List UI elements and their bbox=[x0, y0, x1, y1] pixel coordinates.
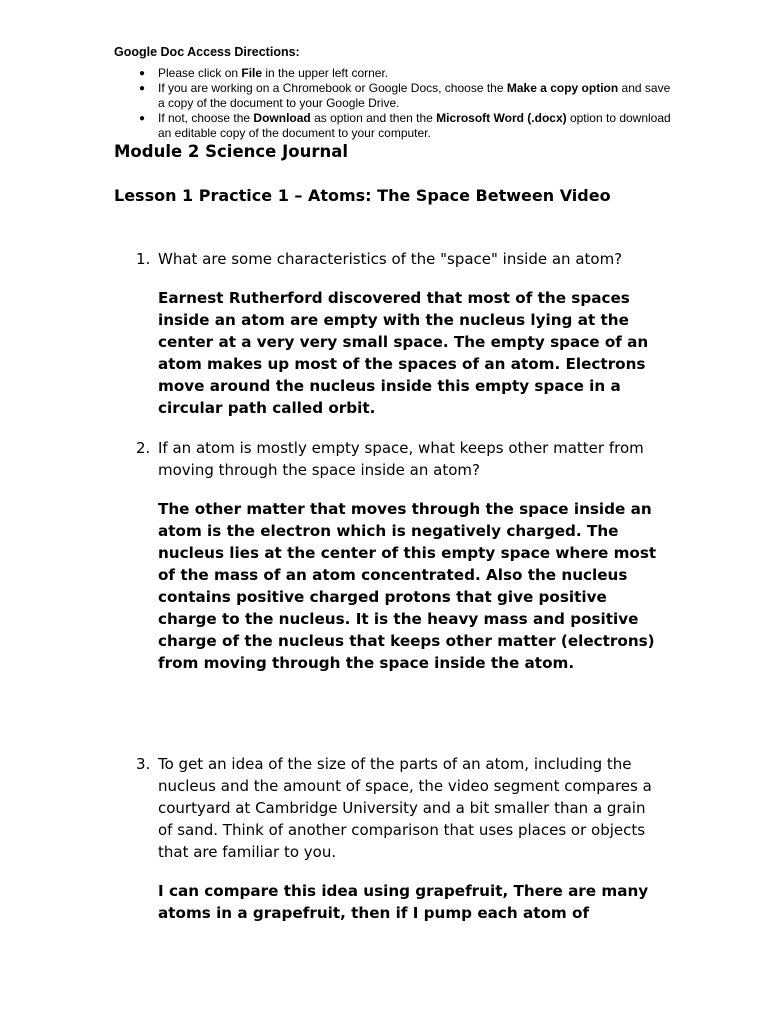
emphasized-term: Microsoft Word (.docx) bbox=[436, 111, 567, 125]
text-run: option to download an editable copy of the document to your computer. bbox=[158, 111, 671, 140]
text-run: as option and then the bbox=[310, 111, 437, 125]
emphasized-term: Download bbox=[253, 111, 311, 125]
answer-1: Earnest Rutherford discovered that most of the spaces inside an atom are empty with the nucleus lying at the center at a very very small space. The empty space of an atom makes up most of the spaces of an atom. Electrons move around the nucleus inside this empty space in a circular path called orbit. bbox=[158, 289, 649, 417]
question-2 bbox=[114, 437, 654, 481]
question-number: 3. bbox=[136, 755, 151, 773]
question-text: If an atom is mostly empty space, what keeps other matter from moving through the space inside an atom? bbox=[158, 439, 644, 479]
access-step bbox=[114, 81, 674, 111]
emphasized-term: Make a copy option bbox=[506, 81, 619, 95]
text-run: Please click on bbox=[158, 66, 242, 80]
question-number: 1. bbox=[136, 250, 151, 268]
access-step-text bbox=[158, 66, 388, 80]
lesson-title: Lesson 1 Practice 1 – Atoms: The Space Between Video bbox=[114, 186, 611, 205]
journal-title: Module 2 Science Journal bbox=[114, 142, 348, 161]
bullet-icon: ● bbox=[139, 113, 146, 124]
answer-2: The other matter that moves through the space inside an atom is the electron which is negatively charged. The nucleus lies at the center of this empty space where most of the mass of an atom concentrated. Also the nucleus contains positive charged protons that give positive charge to the nucleus. It is the heavy mass and positive charge of the nucleus that keeps other matter (electrons) from moving through the space inside the atom. bbox=[158, 500, 657, 672]
question-text: What are some characteristics of the "space" inside an atom? bbox=[158, 250, 623, 268]
text-run: in the upper left corner. bbox=[262, 66, 389, 80]
answer-3: I can compare this idea using grapefruit, There are many atoms in a grapefruit, then if I pump each atom of bbox=[158, 882, 649, 922]
question-3 bbox=[114, 753, 654, 863]
access-step bbox=[114, 111, 674, 141]
question-1 bbox=[114, 248, 654, 270]
question-number: 2. bbox=[136, 439, 151, 457]
access-step-text bbox=[158, 81, 670, 110]
text-run: If you are working on a Chromebook or Google Docs, choose the bbox=[158, 81, 507, 95]
bullet-icon: ● bbox=[139, 83, 146, 94]
question-text: To get an idea of the size of the parts of an atom, including the nucleus and the amount of space, the video segment compares a courtyard at Cambridge University and a bit smaller than a grain of sand. Think of another comparison that uses places or objects that are familiar to you. bbox=[158, 755, 652, 861]
access-directions-title: Google Doc Access Directions: bbox=[114, 45, 300, 59]
text-run: and save a copy of the document to your Google Drive. bbox=[158, 81, 671, 110]
text-run: If not, choose the bbox=[158, 111, 254, 125]
access-directions bbox=[114, 44, 674, 141]
bullet-icon: ● bbox=[139, 68, 146, 79]
access-step bbox=[114, 66, 674, 81]
emphasized-term: File bbox=[241, 66, 263, 80]
access-directions-list bbox=[114, 66, 674, 141]
access-step-text bbox=[158, 111, 671, 140]
